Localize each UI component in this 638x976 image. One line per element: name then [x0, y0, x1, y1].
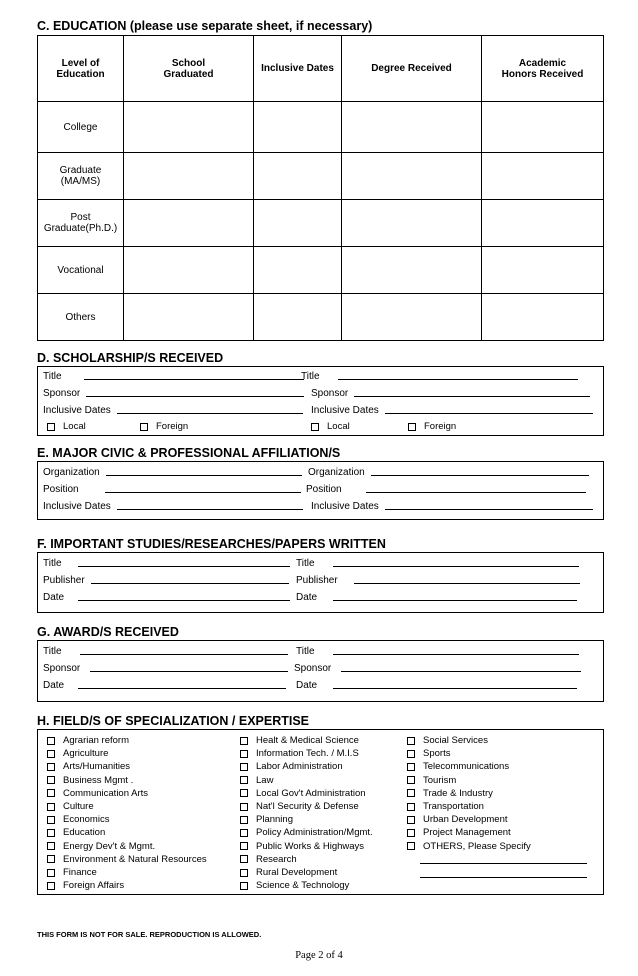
- specialization-checkbox[interactable]: [47, 776, 55, 784]
- specialization-checkbox[interactable]: [47, 737, 55, 745]
- awards-title-row-2: [296, 646, 579, 657]
- specialization-checkbox[interactable]: [47, 803, 55, 811]
- level-vocational: Vocational: [38, 247, 124, 294]
- table-row: [38, 247, 604, 294]
- specialization-option[interactable]: [407, 827, 511, 838]
- specialization-label: Business Mgmt .: [63, 774, 134, 786]
- cell-input[interactable]: [124, 247, 254, 294]
- cell-input[interactable]: [342, 294, 482, 341]
- specialization-label: Agriculture: [63, 748, 109, 760]
- specialization-label: Planning: [256, 814, 293, 826]
- awards-date-label: Date: [296, 680, 318, 691]
- awards-sponsor-field[interactable]: [90, 671, 288, 672]
- civic-position-label: Position: [43, 484, 79, 495]
- specialization-label: Research: [256, 853, 297, 865]
- cell-input[interactable]: [482, 153, 604, 200]
- studies-publisher-row-2: [296, 575, 580, 586]
- scholarship-sponsor-field[interactable]: [86, 396, 304, 397]
- specialization-checkbox[interactable]: [240, 750, 248, 758]
- studies-title-field[interactable]: [333, 566, 579, 567]
- civic-dates-field[interactable]: [117, 509, 303, 510]
- specialization-label: Rural Development: [256, 867, 338, 878]
- scholarship-sponsor-label: Sponsor: [311, 388, 349, 399]
- specialization-option[interactable]: [407, 841, 531, 852]
- cell-input[interactable]: [254, 200, 342, 247]
- scholarship-dates-field[interactable]: [385, 413, 593, 414]
- studies-title-row-2: [296, 558, 579, 569]
- scholarship-sponsor-row-2: [311, 388, 590, 399]
- specialization-option[interactable]: [47, 814, 109, 825]
- specialization-label: Information Tech. / M.I.S: [256, 748, 359, 760]
- specialization-option[interactable]: [407, 735, 488, 746]
- specialization-option[interactable]: [47, 880, 124, 891]
- level-graduate: Graduate (MA/MS): [38, 153, 124, 200]
- specialization-checkbox[interactable]: [407, 816, 415, 824]
- cell-input[interactable]: [482, 200, 604, 247]
- cell-input[interactable]: [342, 247, 482, 294]
- awards-sponsor-row-2: [294, 663, 581, 674]
- specialization-checkbox[interactable]: [47, 829, 55, 837]
- specialization-option[interactable]: [240, 880, 349, 891]
- specialization-label: Law: [256, 774, 274, 786]
- cell-input[interactable]: [254, 153, 342, 200]
- specialization-label: Tourism: [423, 774, 457, 786]
- civic-position-row-2: [306, 484, 586, 495]
- awards-sponsor-row-1: [43, 663, 288, 674]
- awards-title-label: Title: [296, 646, 315, 657]
- scholarship-foreign-option[interactable]: [408, 421, 456, 432]
- studies-date-label: Date: [43, 592, 65, 603]
- others-specify-line[interactable]: [420, 863, 587, 864]
- awards-title-row-1: [43, 646, 288, 657]
- specialization-label: Energy Dev't & Mgmt.: [63, 840, 156, 852]
- specialization-option[interactable]: [240, 827, 373, 838]
- specialization-option[interactable]: [47, 735, 129, 746]
- cell-input[interactable]: [124, 200, 254, 247]
- specialization-label: Project Management: [423, 827, 511, 839]
- specialization-label: Nat'l Security & Defense: [256, 801, 359, 812]
- header-degree: Degree Received: [342, 36, 482, 102]
- civic-position-field[interactable]: [366, 492, 586, 493]
- header-honors: Academic Honors Received: [482, 36, 604, 102]
- specialization-checkbox[interactable]: [47, 750, 55, 758]
- specialization-checkbox[interactable]: [407, 842, 415, 850]
- scholarship-dates-label: Inclusive Dates: [43, 405, 111, 416]
- local-checkbox[interactable]: [311, 423, 319, 431]
- awards-date-field[interactable]: [333, 688, 577, 689]
- specialization-label: Healt & Medical Science: [256, 735, 359, 746]
- specialization-option[interactable]: [407, 761, 509, 772]
- others-specify-line[interactable]: [420, 877, 587, 878]
- specialization-label: Science & Technology: [256, 880, 350, 892]
- awards-title-field[interactable]: [333, 654, 579, 655]
- specialization-option[interactable]: [240, 841, 364, 852]
- civic-org-label: Organization: [308, 467, 365, 478]
- scholarship-dates-row-1: [43, 405, 303, 416]
- studies-publisher-row-1: [43, 575, 289, 586]
- specialization-option[interactable]: [240, 761, 343, 772]
- cell-input[interactable]: [254, 102, 342, 153]
- studies-publisher-field[interactable]: [91, 583, 289, 584]
- level-college: College: [38, 102, 124, 153]
- specialization-option[interactable]: [47, 748, 108, 759]
- section-title-education: C. EDUCATION (please use separate sheet, if necessary): [37, 19, 373, 33]
- civic-dates-label: Inclusive Dates: [311, 501, 379, 512]
- civic-position-label: Position: [306, 484, 342, 495]
- specialization-label: Telecommunications: [423, 761, 510, 773]
- specialization-option[interactable]: [240, 867, 337, 878]
- specialization-checkbox[interactable]: [240, 855, 248, 863]
- specialization-option[interactable]: [240, 748, 359, 759]
- specialization-label: Foreign Affairs: [63, 880, 125, 892]
- studies-publisher-field[interactable]: [354, 583, 580, 584]
- specialization-label: Environment & Natural Resources: [63, 853, 207, 865]
- studies-title-row-1: [43, 558, 290, 569]
- specialization-checkbox[interactable]: [47, 842, 55, 850]
- foreign-checkbox[interactable]: [408, 423, 416, 431]
- specialization-label: OTHERS, Please Specify: [423, 840, 531, 852]
- scholarship-sponsor-row-1: [43, 388, 304, 399]
- specialization-checkbox[interactable]: [240, 882, 248, 890]
- section-title-awards: G. AWARD/S RECEIVED: [37, 625, 179, 639]
- specialization-checkbox[interactable]: [407, 763, 415, 771]
- civic-position-row-1: [43, 484, 301, 495]
- studies-date-field[interactable]: [78, 600, 290, 601]
- specialization-checkbox[interactable]: [407, 829, 415, 837]
- specialization-checkbox[interactable]: [240, 829, 248, 837]
- studies-title-field[interactable]: [78, 566, 290, 567]
- studies-date-field[interactable]: [333, 600, 577, 601]
- civic-dates-field[interactable]: [385, 509, 593, 510]
- scholarship-title-label: Title: [301, 371, 320, 382]
- specialization-label: Education: [63, 827, 106, 839]
- civic-org-field[interactable]: [106, 475, 302, 476]
- specialization-option[interactable]: [240, 788, 366, 799]
- education-header-row: [38, 36, 604, 102]
- studies-publisher-label: Publisher: [296, 575, 338, 586]
- section-title-studies: F. IMPORTANT STUDIES/RESEARCHES/PAPERS WRITTEN: [37, 537, 386, 551]
- specialization-option[interactable]: [240, 735, 359, 746]
- specialization-checkbox[interactable]: [47, 869, 55, 877]
- table-row: [38, 200, 604, 247]
- specialization-option[interactable]: [407, 801, 484, 812]
- header-level: Level of Education: [38, 36, 124, 102]
- specialization-option[interactable]: [47, 867, 97, 878]
- specialization-option[interactable]: [240, 854, 297, 865]
- cell-input[interactable]: [124, 294, 254, 341]
- cell-input[interactable]: [124, 102, 254, 153]
- studies-date-row-1: [43, 592, 290, 603]
- specialization-checkbox[interactable]: [407, 750, 415, 758]
- specialization-checkbox[interactable]: [47, 763, 55, 771]
- scholarship-dates-field[interactable]: [117, 413, 303, 414]
- specialization-checkbox[interactable]: [240, 842, 248, 850]
- studies-date-label: Date: [296, 592, 318, 603]
- studies-publisher-label: Publisher: [43, 575, 85, 586]
- local-label: Local: [327, 421, 350, 432]
- table-row: [38, 294, 604, 341]
- cell-input[interactable]: [482, 247, 604, 294]
- section-title-specialization: H. FIELD/S OF SPECIALIZATION / EXPERTISE: [37, 714, 310, 728]
- specialization-label: Transportation: [423, 801, 484, 812]
- specialization-checkbox[interactable]: [47, 789, 55, 797]
- specialization-checkbox[interactable]: [407, 737, 415, 745]
- awards-sponsor-field[interactable]: [341, 671, 581, 672]
- section-title-civic: E. MAJOR CIVIC & PROFESSIONAL AFFILIATION/S: [37, 446, 341, 460]
- awards-title-field[interactable]: [80, 654, 288, 655]
- specialization-option[interactable]: [407, 775, 456, 786]
- awards-sponsor-label: Sponsor: [43, 663, 81, 674]
- awards-date-field[interactable]: [78, 688, 286, 689]
- specialization-label: Urban Development: [423, 814, 508, 826]
- specialization-label: Arts/Humanities: [63, 761, 131, 773]
- civic-position-field[interactable]: [105, 492, 301, 493]
- specialization-checkbox[interactable]: [407, 789, 415, 797]
- specialization-checkbox[interactable]: [407, 776, 415, 784]
- table-row: [38, 153, 604, 200]
- foreign-label: Foreign: [424, 421, 457, 432]
- scholarship-title-field[interactable]: [338, 379, 578, 380]
- awards-date-row-1: [43, 680, 286, 691]
- scholarship-local-option[interactable]: [311, 421, 350, 432]
- specialization-checkbox[interactable]: [240, 803, 248, 811]
- cell-input[interactable]: [482, 102, 604, 153]
- cell-input[interactable]: [254, 294, 342, 341]
- foreign-label: Foreign: [156, 421, 189, 432]
- specialization-option[interactable]: [240, 814, 293, 825]
- scholarship-title-field[interactable]: [84, 379, 304, 380]
- specialization-label: Trade & Industry: [423, 787, 493, 799]
- education-table: [37, 35, 604, 341]
- specialization-label: Sports: [423, 748, 451, 760]
- page-number: Page 2 of 4: [295, 950, 343, 961]
- cell-input[interactable]: [342, 200, 482, 247]
- scholarship-dates-row-2: [311, 405, 593, 416]
- studies-title-label: Title: [43, 558, 62, 569]
- awards-date-row-2: [296, 680, 577, 691]
- cell-input[interactable]: [342, 153, 482, 200]
- cell-input[interactable]: [342, 102, 482, 153]
- scholarship-sponsor-label: Sponsor: [43, 388, 81, 399]
- specialization-option[interactable]: [47, 761, 130, 772]
- specialization-option[interactable]: [47, 775, 133, 786]
- footer-notice: THIS FORM IS NOT FOR SALE. REPRODUCTION IS ALLOWED.: [37, 930, 262, 939]
- civic-dates-label: Inclusive Dates: [43, 501, 111, 512]
- specialization-label: Economics: [63, 814, 110, 826]
- studies-date-row-2: [296, 592, 577, 603]
- specialization-label: Labor Administration: [256, 761, 343, 773]
- specialization-label: Public Works & Highways: [256, 840, 365, 852]
- scholarship-sponsor-field[interactable]: [354, 396, 590, 397]
- local-label: Local: [63, 421, 86, 432]
- civic-org-row-1: [43, 467, 302, 478]
- specialization-label: Policy Administration/Mgmt.: [256, 827, 373, 839]
- specialization-label: Culture: [63, 801, 94, 812]
- specialization-option[interactable]: [407, 748, 450, 759]
- specialization-option[interactable]: [47, 841, 155, 852]
- studies-title-label: Title: [296, 558, 315, 569]
- civic-org-field[interactable]: [371, 475, 589, 476]
- civic-dates-row-2: [311, 501, 593, 512]
- specialization-checkbox[interactable]: [47, 816, 55, 824]
- specialization-option[interactable]: [47, 827, 105, 838]
- local-checkbox[interactable]: [47, 423, 55, 431]
- specialization-label: Communication Arts: [63, 787, 149, 799]
- specialization-checkbox[interactable]: [240, 776, 248, 784]
- specialization-option[interactable]: [47, 854, 207, 865]
- scholarship-foreign-option[interactable]: [140, 421, 188, 432]
- specialization-checkbox[interactable]: [240, 816, 248, 824]
- specialization-option[interactable]: [240, 775, 273, 786]
- awards-sponsor-label: Sponsor: [294, 663, 332, 674]
- cell-input[interactable]: [254, 247, 342, 294]
- specialization-option[interactable]: [47, 788, 148, 799]
- cell-input[interactable]: [482, 294, 604, 341]
- level-others: Others: [38, 294, 124, 341]
- cell-input[interactable]: [124, 153, 254, 200]
- awards-title-label: Title: [43, 646, 62, 657]
- scholarship-title-row-1: [43, 371, 304, 382]
- specialization-checkbox[interactable]: [240, 869, 248, 877]
- specialization-label: Social Services: [423, 735, 488, 746]
- civic-org-label: Organization: [43, 467, 100, 478]
- specialization-option[interactable]: [240, 801, 359, 812]
- awards-date-label: Date: [43, 680, 65, 691]
- scholarship-title-label: Title: [43, 371, 62, 382]
- specialization-label: Local Gov't Administration: [256, 787, 366, 799]
- civic-dates-row-1: [43, 501, 303, 512]
- foreign-checkbox[interactable]: [140, 423, 148, 431]
- level-postgraduate: Post Graduate(Ph.D.): [38, 200, 124, 247]
- section-title-scholarship: D. SCHOLARSHIP/S RECEIVED: [37, 351, 224, 365]
- specialization-checkbox[interactable]: [240, 737, 248, 745]
- specialization-option[interactable]: [47, 801, 94, 812]
- specialization-checkbox[interactable]: [47, 882, 55, 890]
- specialization-option[interactable]: [407, 814, 508, 825]
- specialization-checkbox[interactable]: [240, 789, 248, 797]
- scholarship-title-row-2: [301, 371, 578, 382]
- specialization-checkbox[interactable]: [47, 855, 55, 863]
- scholarship-local-option[interactable]: [47, 421, 86, 432]
- table-row: [38, 102, 604, 153]
- scholarship-dates-label: Inclusive Dates: [311, 405, 379, 416]
- civic-org-row-2: [308, 467, 589, 478]
- header-dates: Inclusive Dates: [254, 36, 342, 102]
- header-school: School Graduated: [124, 36, 254, 102]
- specialization-checkbox[interactable]: [407, 803, 415, 811]
- specialization-label: Agrarian reform: [63, 735, 129, 746]
- specialization-label: Finance: [63, 867, 97, 878]
- specialization-checkbox[interactable]: [240, 763, 248, 771]
- specialization-option[interactable]: [407, 788, 493, 799]
